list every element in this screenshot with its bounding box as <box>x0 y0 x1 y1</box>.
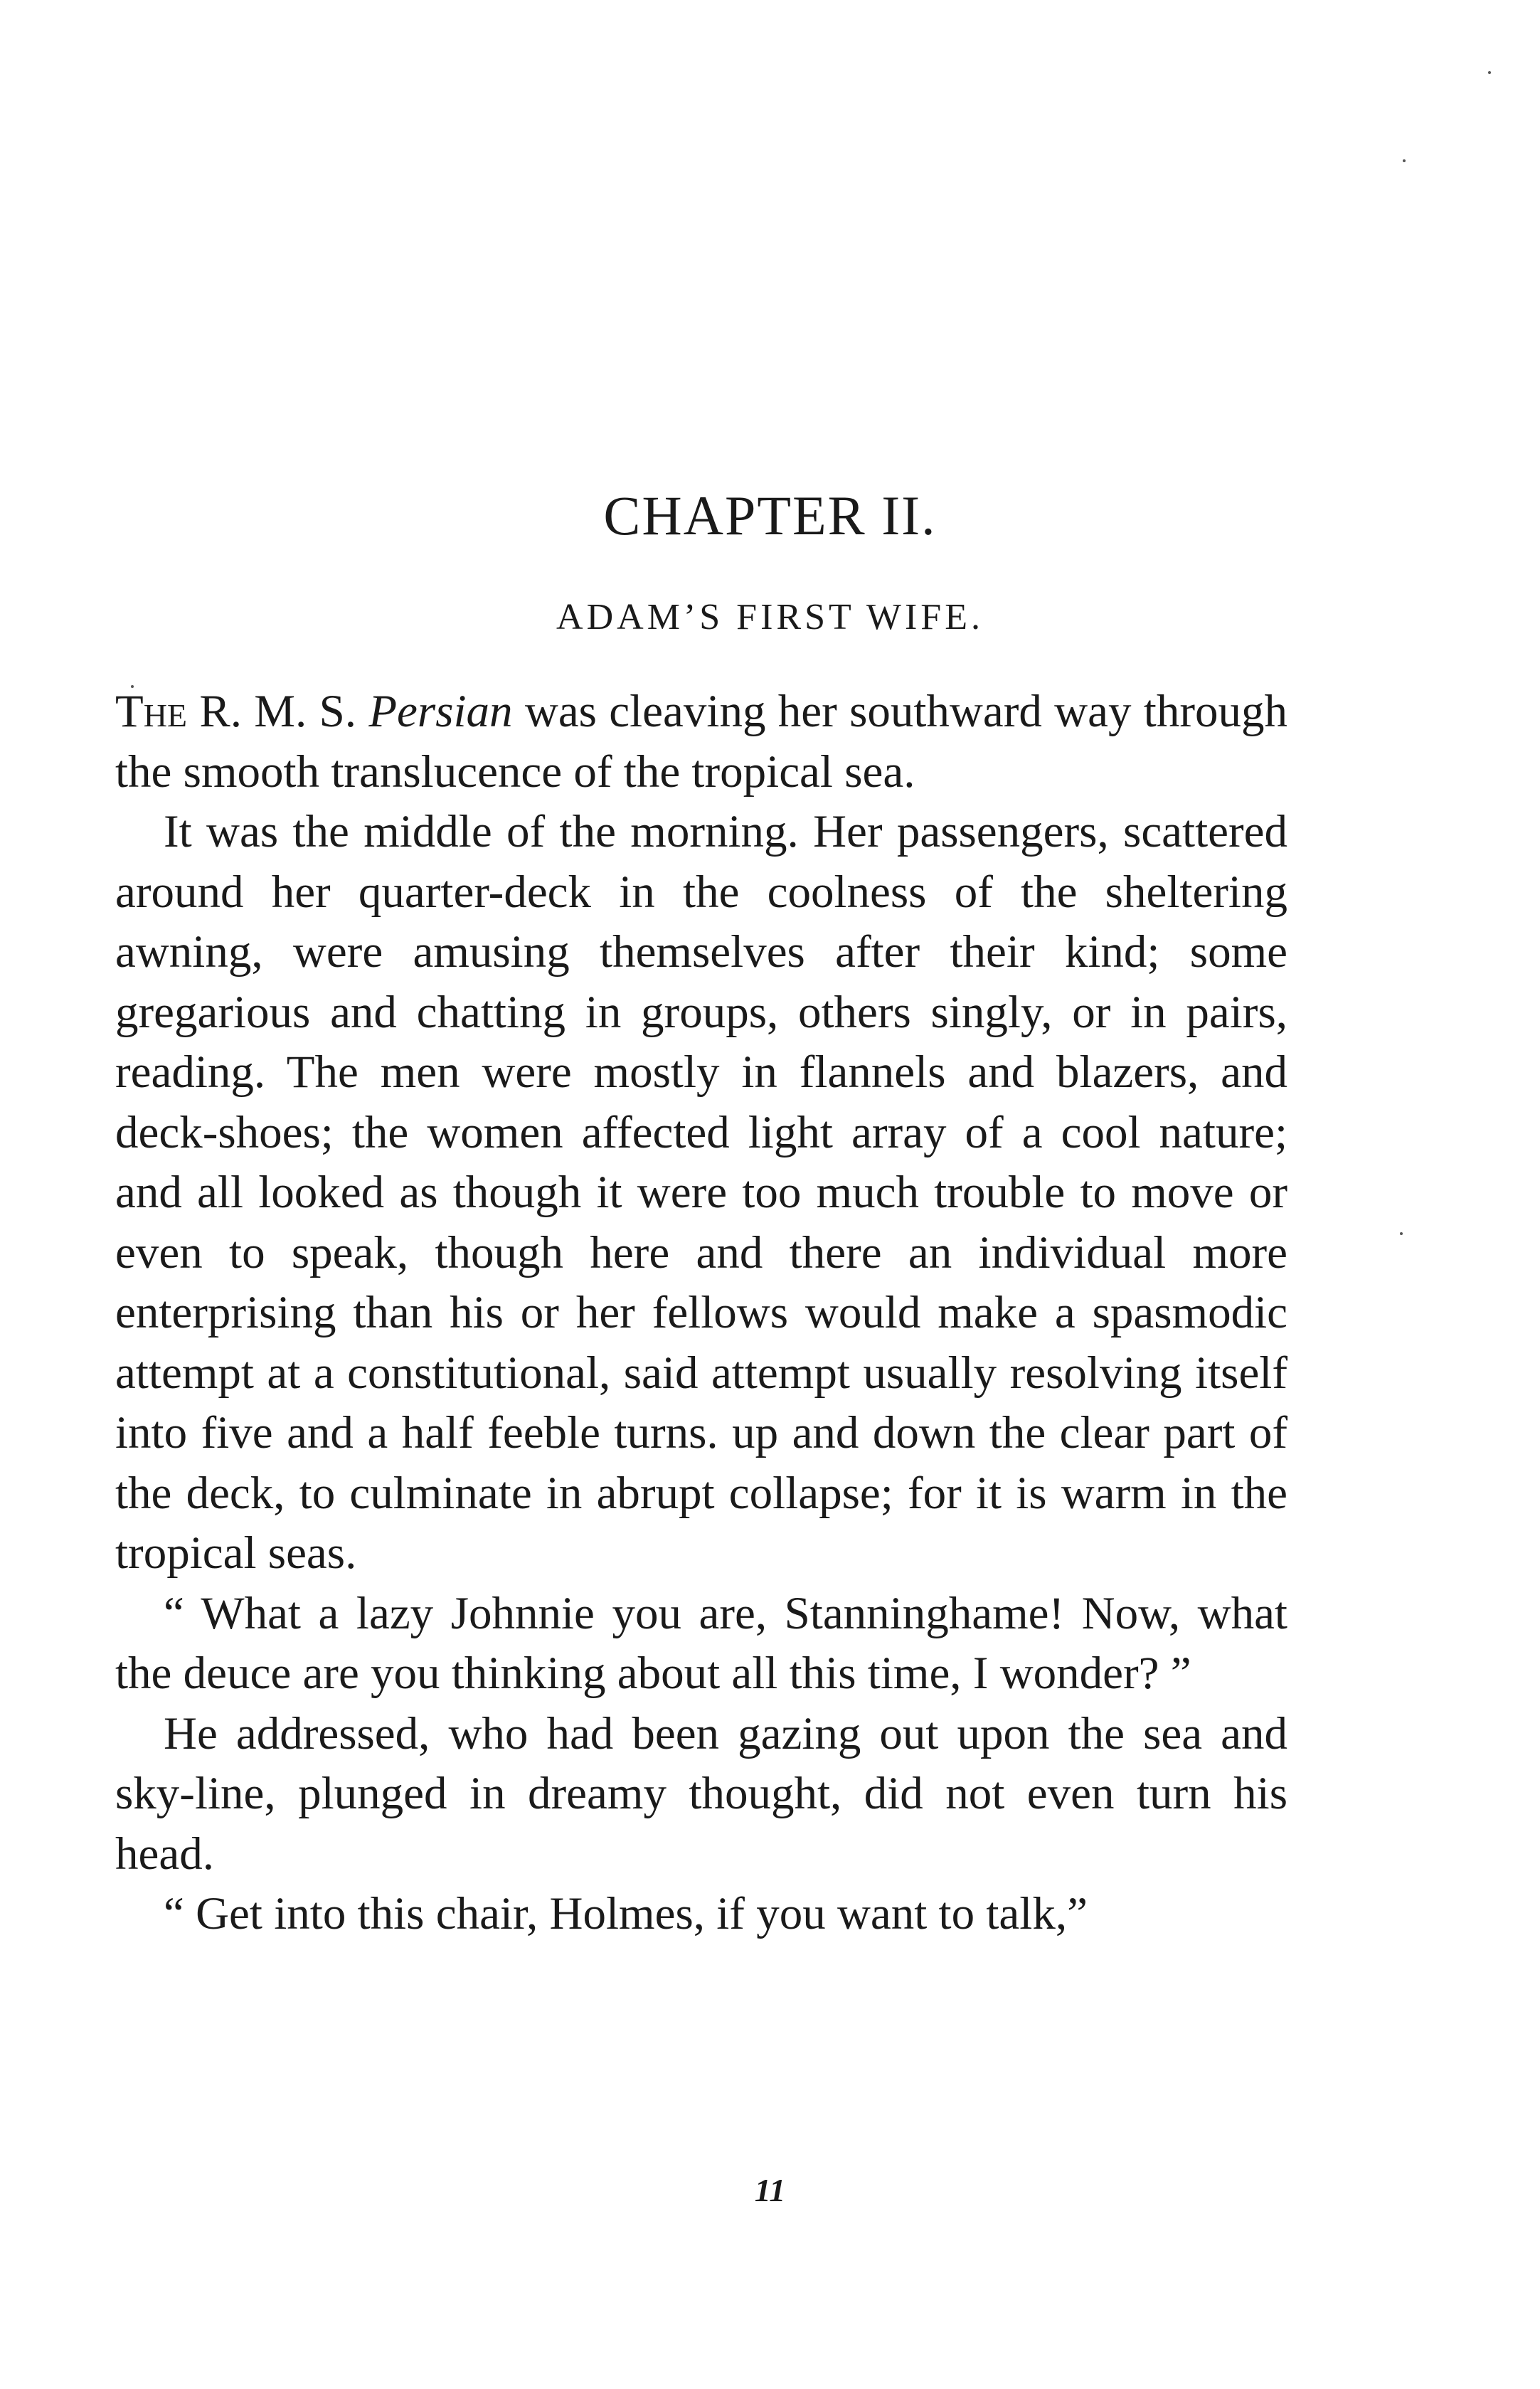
paragraph-4: He addressed, who had been gazing out upon the sea and sky-line, plunged in dreamy thought, did not even turn his head. <box>115 1707 1287 1880</box>
print-speck <box>1488 71 1491 74</box>
chapter-subtitle: ADAM’S FIRST WIFE. <box>556 597 984 637</box>
opening-word: The <box>115 686 188 737</box>
chapter-heading: CHAPTER II. <box>603 484 937 546</box>
paragraph-1 <box>115 682 1287 802</box>
paragraph-1-text-a: R. M. S. <box>187 686 369 737</box>
chapter-body <box>115 682 1287 1944</box>
paragraph-5: “ Get into this chair, Holmes, if you want to talk,” <box>164 1888 1088 1939</box>
paragraph-3: “ What a lazy Johnnie you are, Stanninghame! Now, what the deuce are you thinking about all this time, I wonder? ” <box>115 1587 1287 1699</box>
print-speck <box>1403 159 1406 162</box>
paragraph-2: It was the middle of the morning. Her passengers, scattered around her quarter-deck in the coolness of the sheltering awning, were amusing themselves after their kind; some gregarious and chatting in groups, others singly, or in pairs, reading. The men were mostly in flannels and blazers, and deck-shoes; the women affected light array of a cool nature; and all looked as though it were too much trouble to move or even to speak, though here and there an individual more enterprising than his or her fellows would make a spasmodic attempt at a constitutional, said attempt usually resolving itself into five and a half feeble turns. up and down the clear part of the deck, to culminate in abrupt collapse; for it is warm in the tropical seas. <box>115 806 1287 1579</box>
print-speck <box>1400 1232 1403 1235</box>
paragraph-1-text-b: was cleaving her southward way through the smooth translucence of the tropical sea. <box>115 686 1287 798</box>
page-number: 11 <box>754 2172 786 2208</box>
ship-name: Persian <box>368 686 513 737</box>
